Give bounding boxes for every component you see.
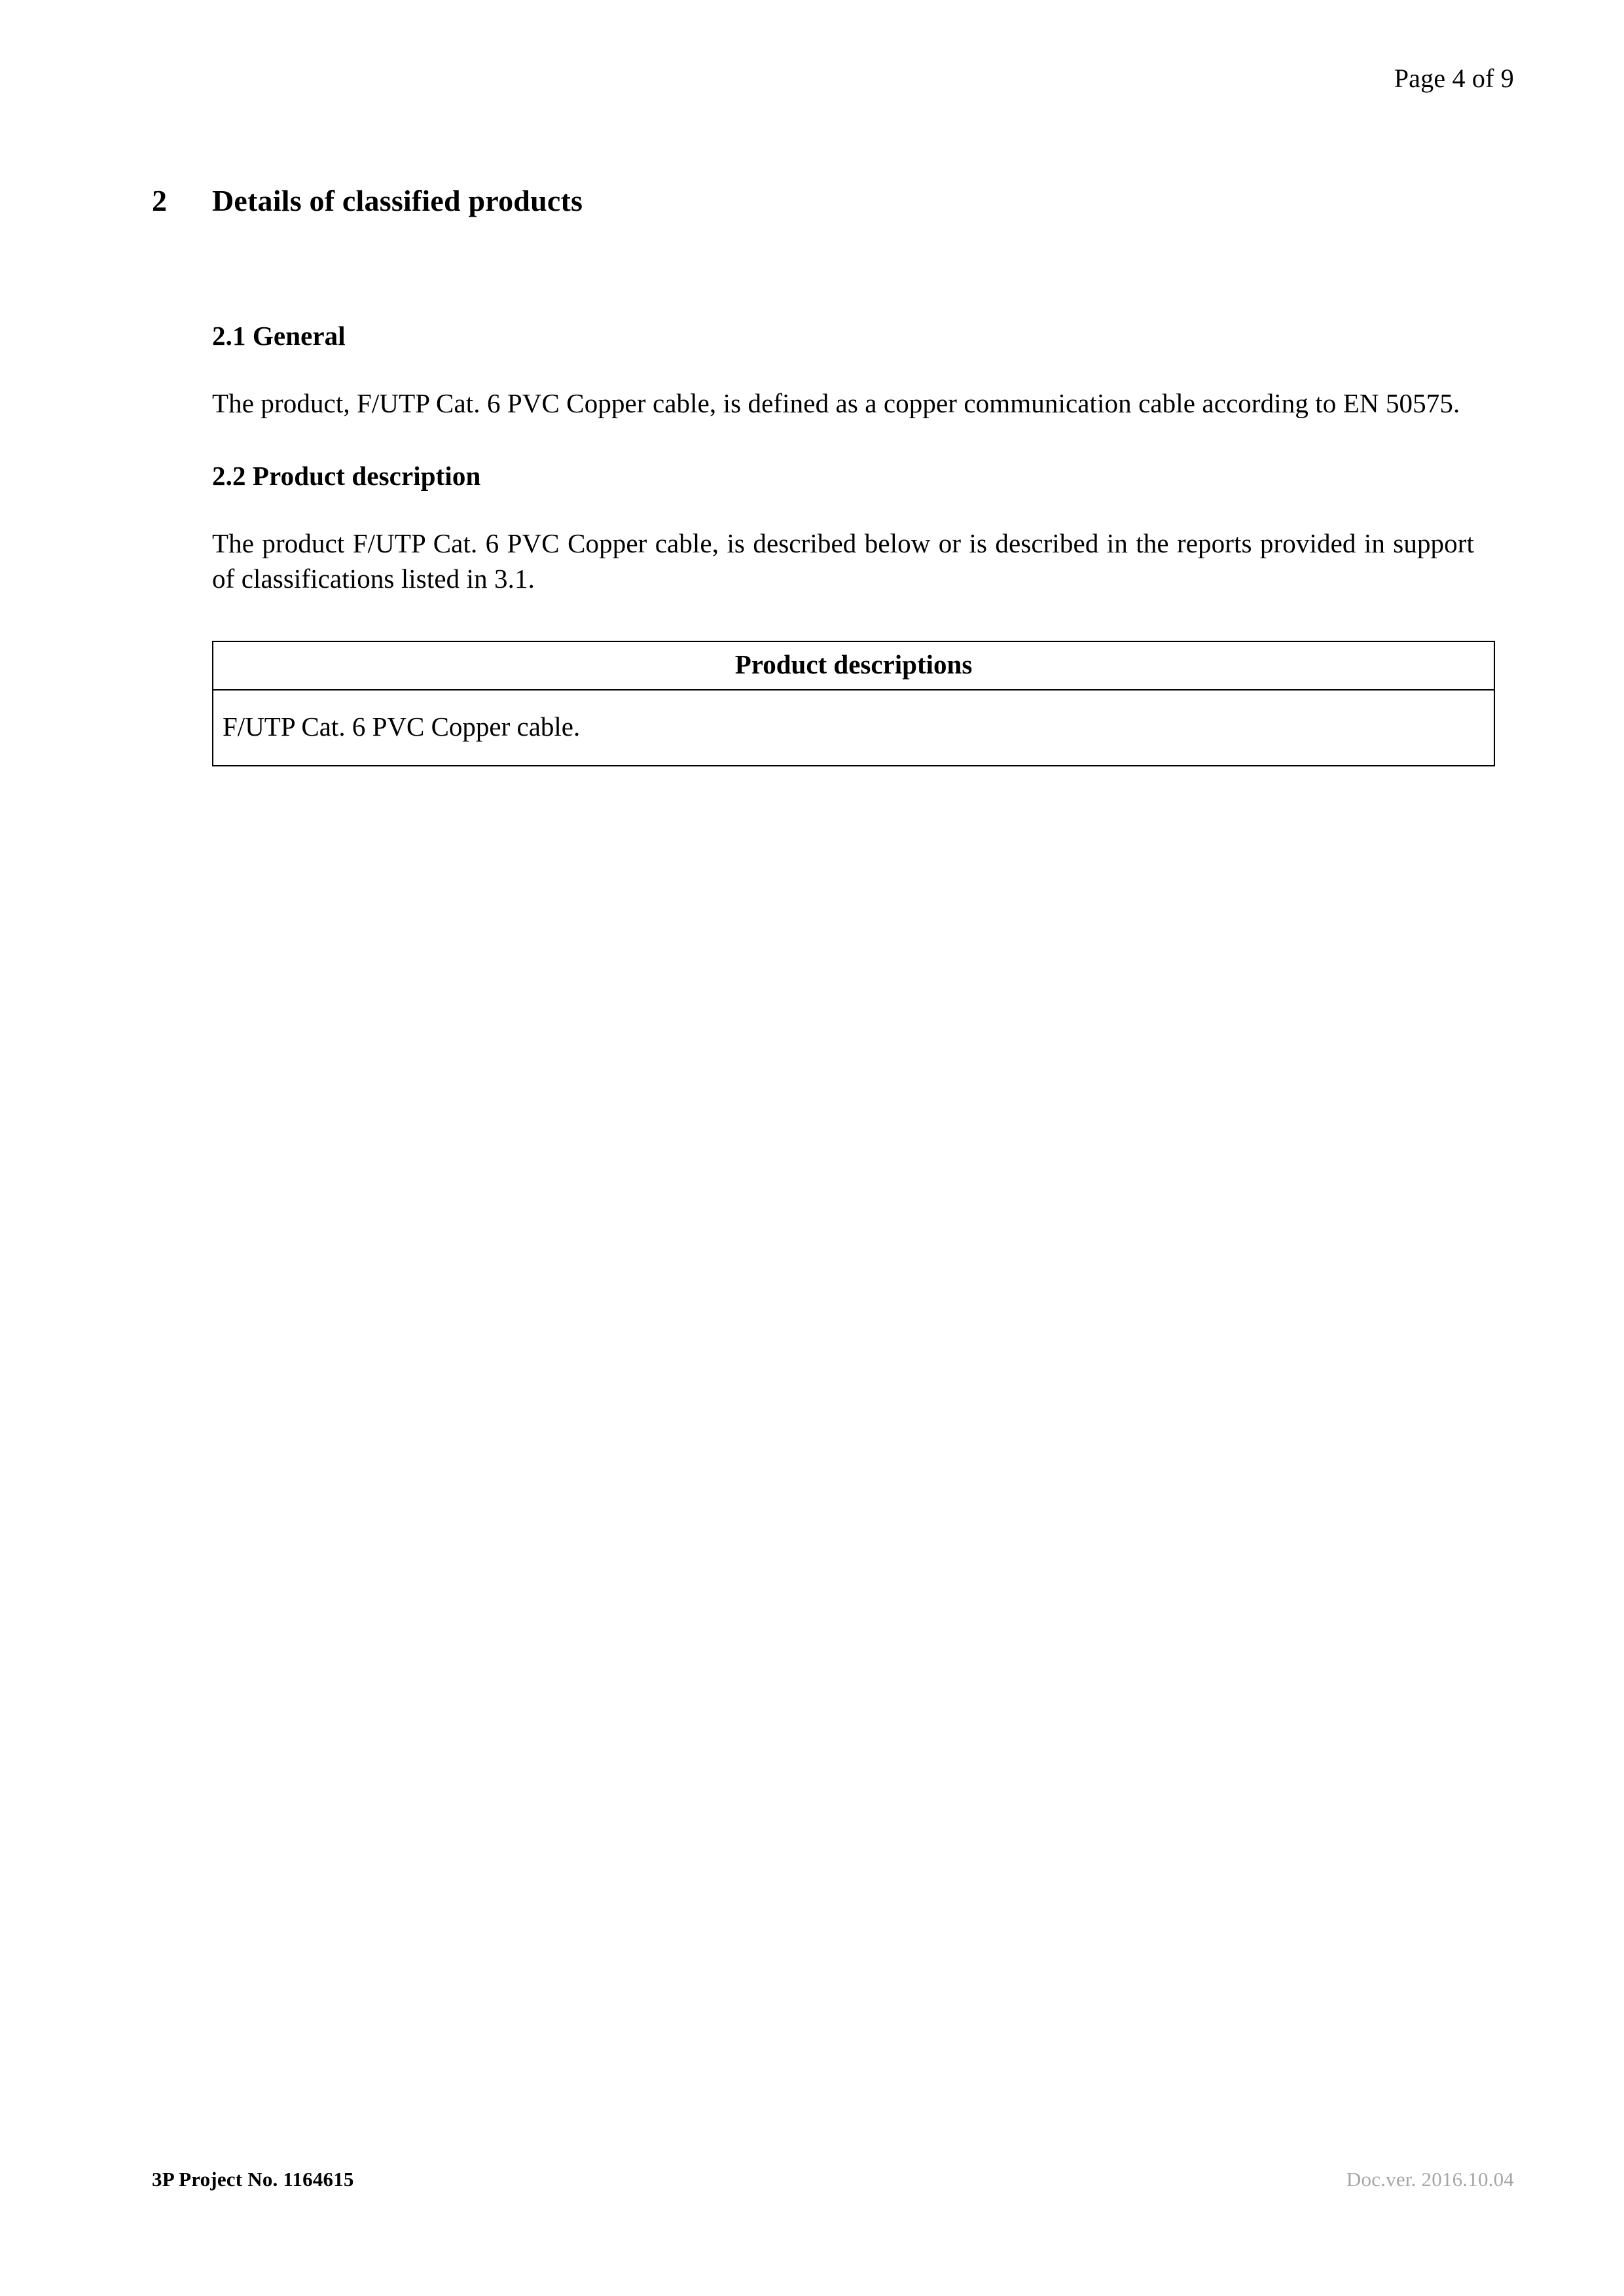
section-heading [152,183,1474,218]
table-header-cell: Product descriptions [213,641,1494,689]
table-row [213,690,1494,766]
subsection-general-paragraph: The product, F/UTP Cat. 6 PVC Copper cable, is defined as a copper communication cable according to EN 50575. [212,388,1460,418]
subsection-general [212,320,1474,421]
page-footer [152,2168,1514,2191]
subsection-product-paragraph: The product F/UTP Cat. 6 PVC Copper cable, is described below or is described in the reports provided in support of classifications listed in 3.1. [212,528,1474,594]
subsection-product-description [212,460,1474,766]
footer-project-number: 3P Project No. 1164615 [152,2168,354,2191]
table-header-row [213,641,1494,689]
table-cell-product-description: F/UTP Cat. 6 PVC Copper cable. [213,690,1494,766]
document-content [152,183,1474,766]
section-title: Details of classified products [212,184,583,217]
product-descriptions-table [212,641,1495,766]
section-number: 2 [152,184,168,217]
page-number-header: Page 4 of 9 [1394,63,1514,93]
subsection-general-heading: 2.1 General [212,321,346,351]
footer-doc-version: Doc.ver. 2016.10.04 [1346,2168,1514,2191]
subsection-product-heading: 2.2 Product description [212,461,481,492]
